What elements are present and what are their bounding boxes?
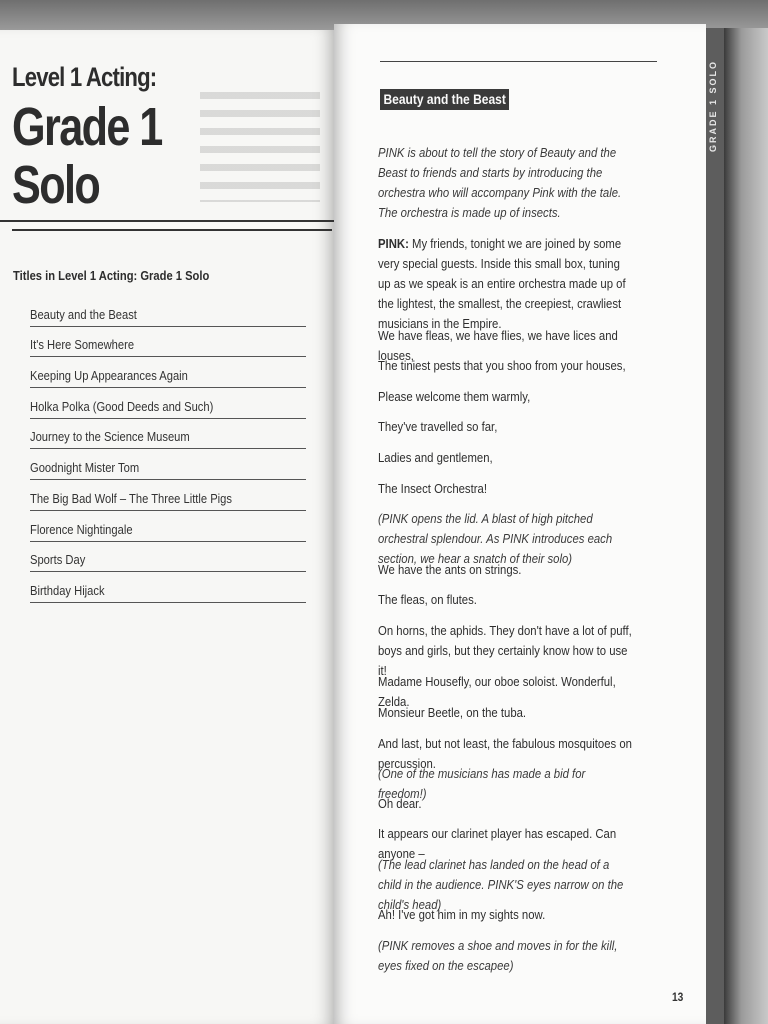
toc-item	[30, 388, 306, 419]
stage-direction: (PINK opens the lid. A blast of high pitched orchestral splendour. As PINK introduces each section, we hear a snatch of their solo)	[378, 512, 613, 566]
script-line: We have the ants on strings.	[378, 563, 522, 577]
side-tab-label: GRADE 1 SOLO	[708, 59, 719, 153]
toc-item	[30, 480, 306, 511]
page-title-line2: Solo	[12, 155, 100, 215]
toc-item	[30, 449, 306, 480]
toc-item-label: Florence Nightingale	[30, 521, 133, 537]
script-line: They've travelled so far,	[378, 420, 498, 434]
page-number: 13	[672, 990, 684, 1004]
toc-heading: Titles in Level 1 Acting: Grade 1 Solo	[13, 268, 210, 283]
toc-item	[30, 419, 306, 450]
speech-text: My friends, tonight we are joined by some very special guests. Inside this small box, tuning up as we speak is an entire orchestra made up of the lightest, the smallest, the creepiest, crawliest musicians in the Empire.	[378, 237, 626, 331]
bleed-through-shadow	[200, 92, 320, 202]
script-line: The tiniest pests that you shoo from your houses,	[378, 359, 626, 373]
intro-direction: PINK is about to tell the story of Beauty and the Beast to friends and starts by introducing the orchestra who will accompany Pink with the tale. The orchestra is made up of insects.	[378, 146, 622, 220]
script-line: And last, but not least, the fabulous mosquitoes on percussion.	[378, 737, 632, 771]
script-line: The fleas, on flutes.	[378, 593, 477, 607]
script-line: Ladies and gentlemen,	[378, 451, 493, 465]
toc-item-label: It's Here Somewhere	[30, 337, 135, 353]
toc-item	[30, 296, 306, 327]
page-title-line1: Grade 1	[12, 97, 162, 157]
book-edge-shadow	[724, 28, 768, 1024]
toc-list	[30, 296, 306, 603]
toc-item	[30, 327, 306, 358]
script-line: Oh dear.	[378, 797, 422, 811]
page-title	[12, 98, 162, 214]
script-line: It appears our clarinet player has escaped. Can anyone –	[378, 827, 617, 861]
script-line: Ah! I've got him in my sights now.	[378, 908, 546, 922]
script-line: Monsieur Beetle, on the tuba.	[378, 706, 527, 720]
page-edge	[706, 28, 724, 1024]
toc-item-label: Sports Day	[30, 552, 86, 568]
speech-pink	[378, 234, 635, 334]
toc-item-label: Beauty and the Beast	[30, 306, 137, 322]
section-rule	[12, 229, 332, 231]
title-rule	[0, 220, 334, 222]
header-rule	[380, 61, 657, 62]
script-line: Please welcome them warmly,	[378, 390, 531, 404]
stage-direction: (PINK removes a shoe and moves in for the kill, eyes fixed on the escapee)	[378, 939, 618, 973]
toc-item-label: Holka Polka (Good Deeds and Such)	[30, 398, 214, 414]
side-tab	[702, 56, 724, 156]
stage-direction: (The lead clarinet has landed on the head of a child in the audience. PINK'S eyes narrow on the child's head)	[378, 858, 624, 912]
toc-item	[30, 572, 306, 603]
script-line: Madame Housefly, our oboe soloist. Wonderful, Zelda.	[378, 675, 616, 709]
script-line: On horns, the aphids. They don't have a lot of puff, boys and girls, but they certainly know how to use it!	[378, 624, 632, 678]
toc-item-label: Keeping Up Appearances Again	[30, 368, 188, 384]
speaker-name: PINK:	[378, 237, 409, 251]
toc-item-label: Birthday Hijack	[30, 582, 105, 598]
script-line: The Insect Orchestra!	[378, 482, 487, 496]
toc-item	[30, 542, 306, 573]
level-eyebrow: Level 1 Acting:	[12, 62, 157, 92]
section-heading: Beauty and the Beast	[380, 89, 509, 110]
script-line: We have fleas, we have flies, we have lices and louses,	[378, 329, 618, 363]
toc-item-label: Journey to the Science Museum	[30, 429, 190, 445]
toc-item	[30, 511, 306, 542]
toc-item-label: Goodnight Mister Tom	[30, 460, 140, 476]
toc-item	[30, 357, 306, 388]
stage-direction: (One of the musicians has made a bid for freedom!)	[378, 767, 586, 801]
toc-item-label: The Big Bad Wolf – The Three Little Pigs	[30, 490, 232, 506]
